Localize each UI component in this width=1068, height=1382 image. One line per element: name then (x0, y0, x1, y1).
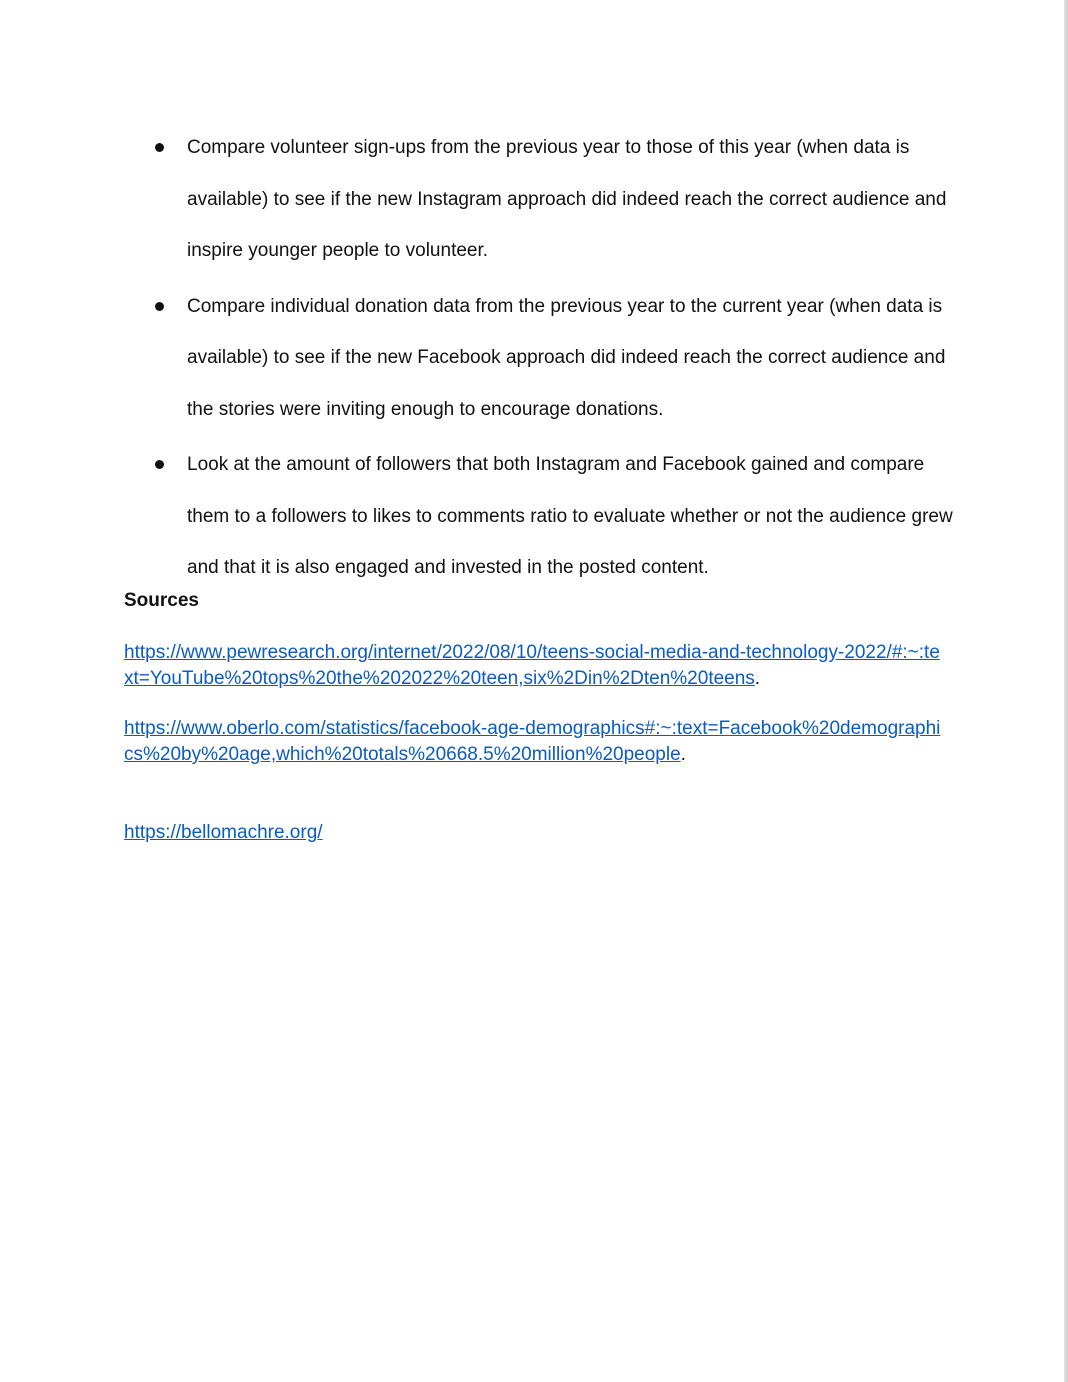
bullet-item (0, 281, 957, 436)
bullet-icon (155, 143, 164, 152)
source-link-oberlo[interactable]: https://www.oberlo.com/statistics/facebook-age-demographics#:~:text=Facebook%20demographics%20by%20age,which%20totals%20668.5%20million%20people (124, 718, 941, 765)
bullet-icon (155, 460, 164, 469)
bullet-icon (155, 302, 164, 311)
bullet-text: Compare individual donation data from the previous year to the current year (when data is available) to see if the new Facebook approach did indeed reach the correct audience and the stories were inviting enough to encourage donations. (187, 295, 946, 420)
source-entry (124, 716, 949, 768)
source-suffix: . (754, 668, 761, 689)
source-entry (124, 640, 949, 692)
page-edge-shadow (1064, 0, 1068, 1382)
bullet-item (0, 122, 957, 277)
bullet-text: Compare volunteer sign-ups from the previous year to those of this year (when data is available) to see if the new Instagram approach did indeed reach the correct audience and inspire younger people to volunteer. (187, 137, 947, 261)
bullet-item (0, 439, 957, 594)
bullet-text: Look at the amount of followers that both Instagram and Facebook gained and compare them to a followers to likes to comments ratio to evaluate whether or not the audience grew and that it is also engaged and invested in the posted content. (187, 454, 953, 578)
source-link-bellomachre[interactable]: https://bellomachre.org/ (124, 822, 323, 843)
source-suffix: . (680, 744, 686, 765)
source-link-pewresearch[interactable]: https://www.pewresearch.org/internet/2022/08/10/teens-social-media-and-technology-2022/#:~:text=YouTube%20tops%20the%202022%20teen,six%2Din%2Dten%20teens (124, 642, 940, 689)
bullet-list (0, 122, 957, 598)
source-entry (124, 820, 949, 846)
sources-heading: Sources (124, 590, 199, 611)
